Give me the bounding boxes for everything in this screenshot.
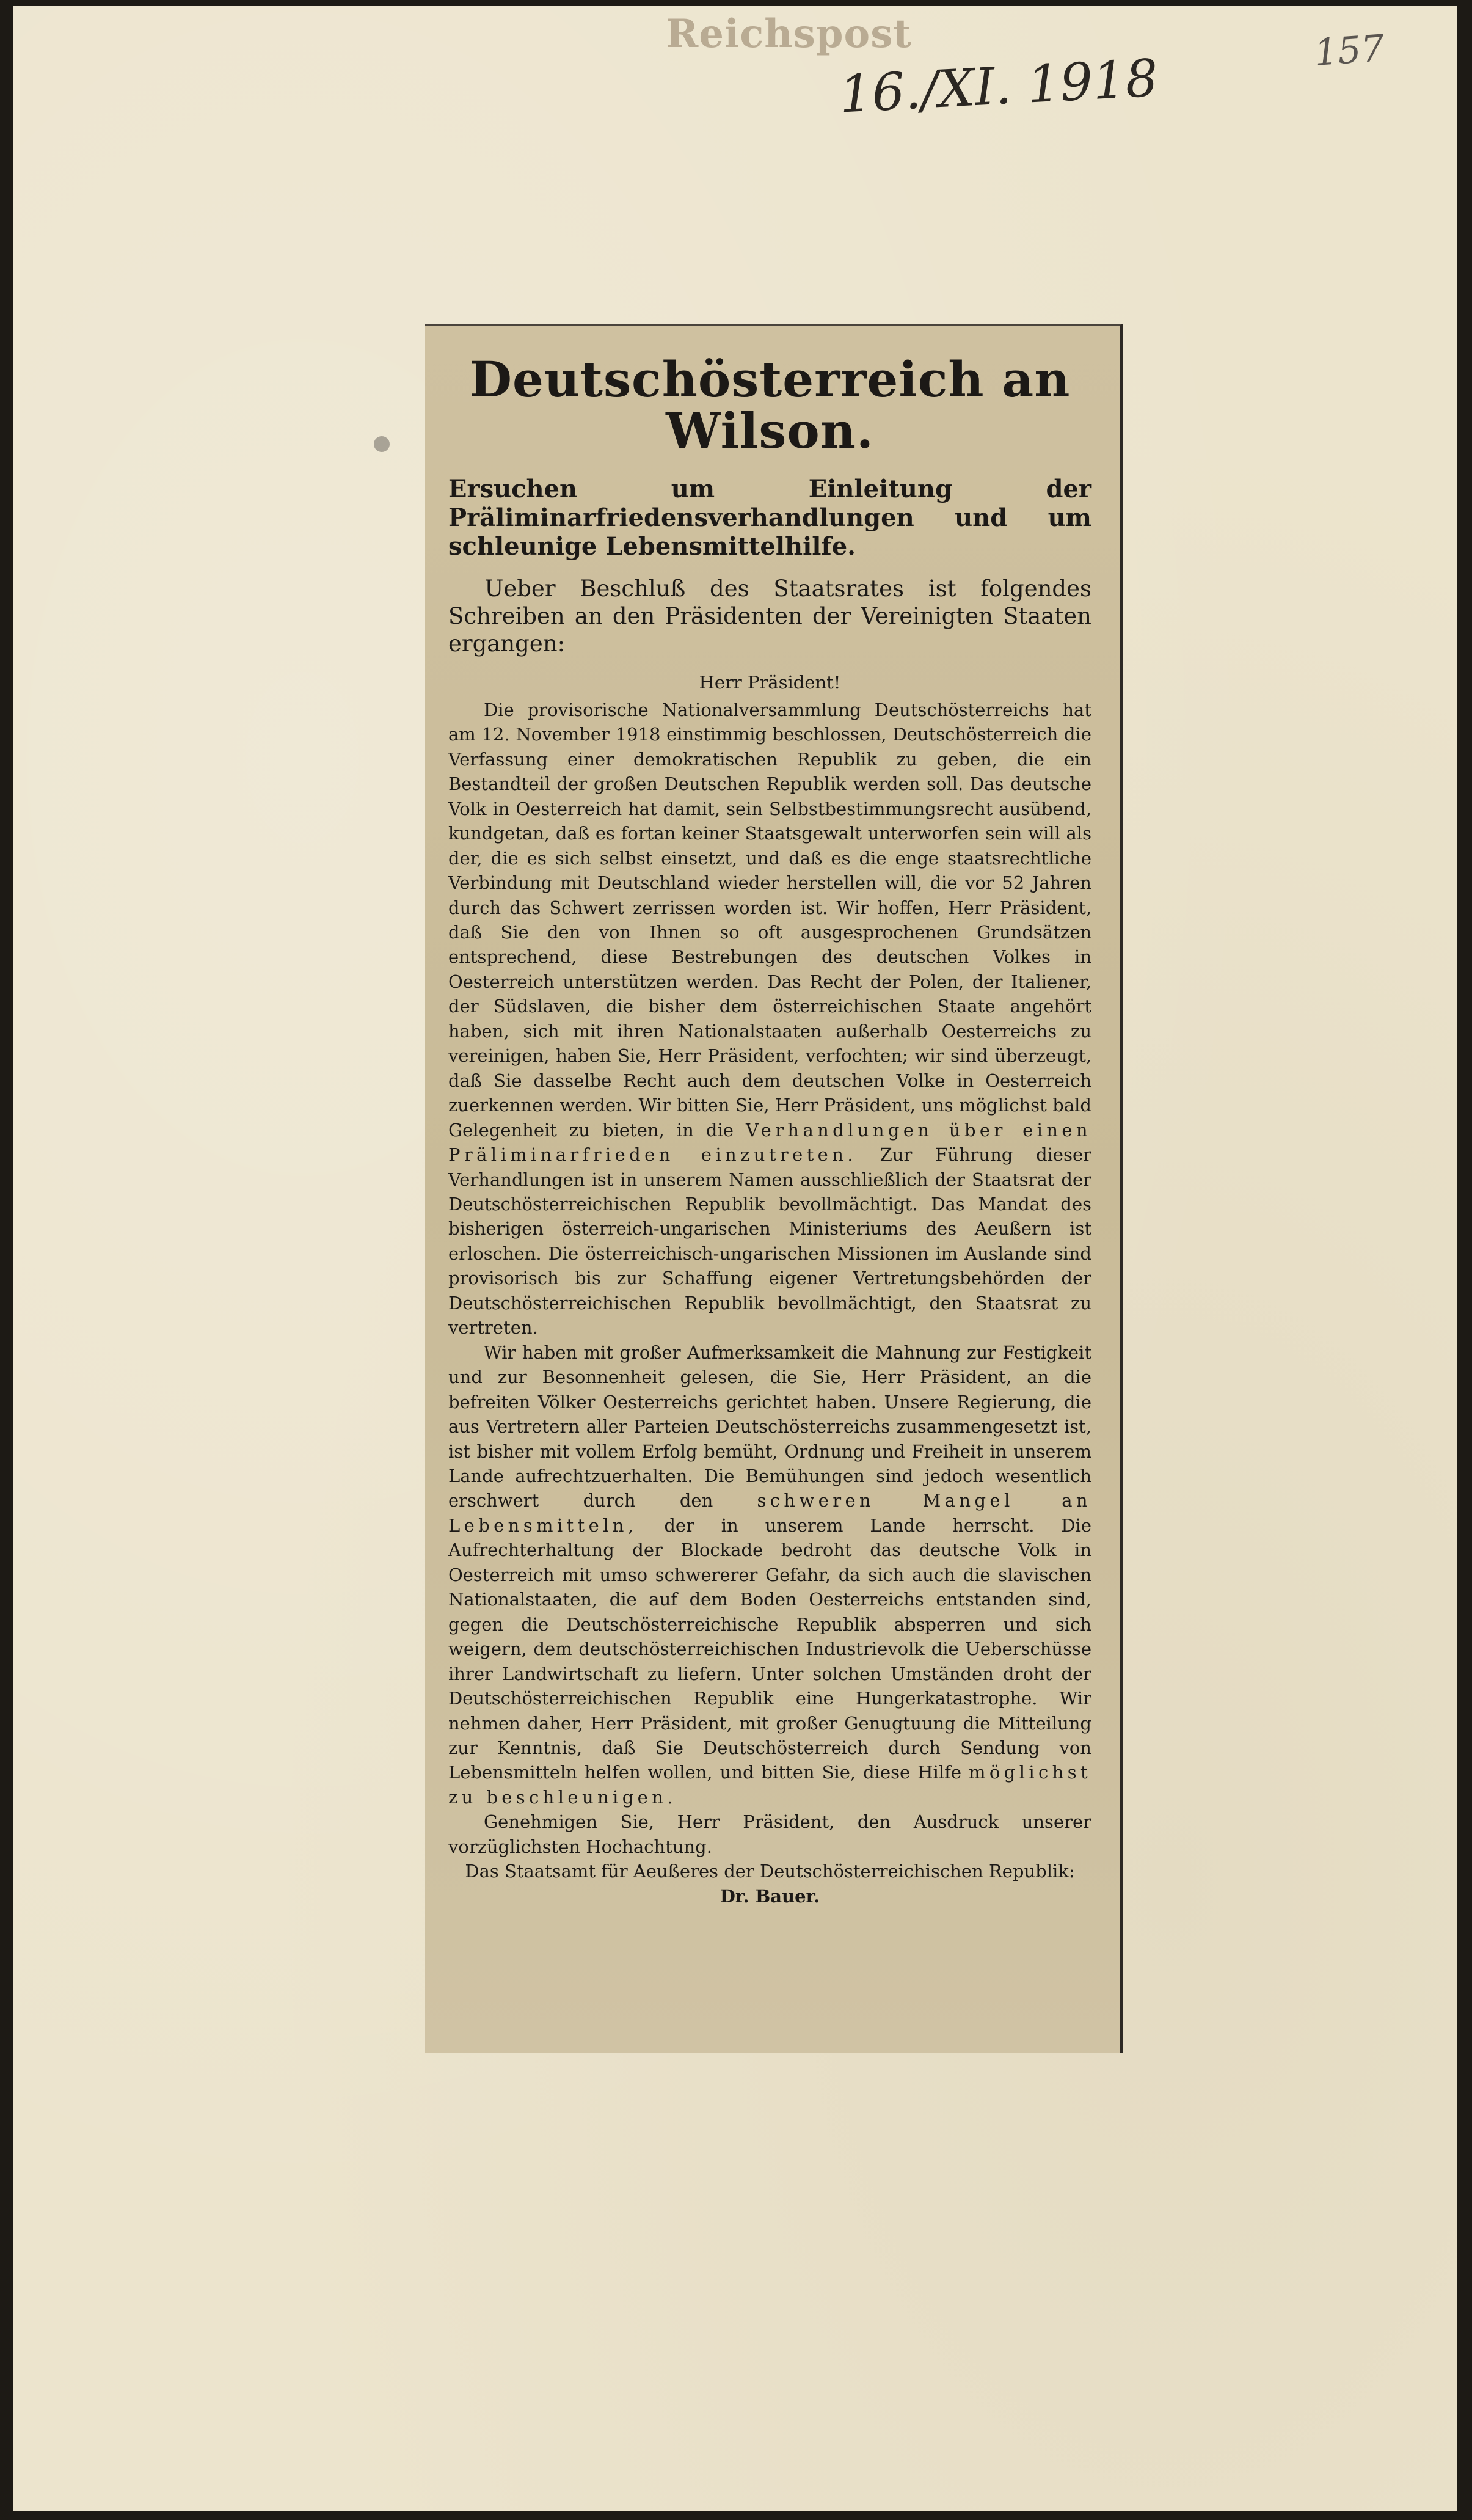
letter-signature: Dr. Bauer. xyxy=(720,1885,820,1907)
article-intro: Ueber Beschluß des Staatsrates ist folgendes Schreiben an den Präsidenten der Vereinigten Staaten ergangen: xyxy=(448,575,1091,657)
letter-paragraph-2 xyxy=(448,1340,1091,1810)
source-stamp: Reichspost xyxy=(666,11,912,57)
salutation: Herr Präsident! xyxy=(699,671,841,693)
pin-hole-icon xyxy=(374,436,390,452)
article-headline: Deutschösterreich an Wilson. xyxy=(469,351,1071,459)
paragraph-1-text-a: Die provisorische Nationalversammlung Deutschösterreichs hat am 12. November 1918 einstimmig beschlossen, Deutschösterreich die Verfassung einer demokratischen Republik zu geben, die ein Bestandteil der großen Deutschen Republik werden soll. Das deutsche Volk in Oesterreich hat damit, sein Selbstbestimmungsrecht ausübend, kundgetan, daß es fortan keiner Staatsgewalt unterworfen sein will als der, die es sich selbst einsetzt, und daß es die enge staatsrechtliche Verbindung mit Deutschland wieder herstellen will, die vor 52 Jahren durch das Schwert zerrissen worden ist. Wir hoffen, Herr Präsident, daß Sie den von Ihnen so oft ausgesprochenen Grundsätzen entsprechend, diese Bestrebungen des deutschen Volkes in Oesterreich unterstützen werden. Das Recht der Polen, der Italiener, der Südslaven, die bisher dem österreichischen Staate angehört haben, sich mit ihren Nationalstaaten außerhalb Oesterreichs zu vereinigen, haben Sie, Herr Präsident, verfochten; wir sind überzeugt, daß Sie dasselbe Recht auch dem deutschen Volke in Oesterreich zuerkennen werden. Wir bitten Sie, Herr Präsident, uns möglichst bald Gelegenheit zu bieten, in die xyxy=(448,699,1091,1141)
folio-number: 157 xyxy=(1313,27,1386,75)
article-subheadline: Ersuchen um Einleitung der Präliminarfriedensverhandlungen und um schleunige Lebensmittelhilfe. xyxy=(448,475,1091,561)
paragraph-1-emphasis: Verhandlungen über einen Präliminarfrieden einzutreten. xyxy=(448,1119,1091,1166)
handwritten-date: 16./XI. 1918 xyxy=(837,48,1160,125)
letter-sender: Das Staatsamt für Aeußeres der Deutschösterreichischen Republik: xyxy=(465,1861,1075,1882)
newspaper-clipping xyxy=(425,324,1123,2053)
paragraph-2-emphasis: schweren Mangel an Lebensmitteln, xyxy=(448,1490,1091,1536)
paragraph-1-text-b: Zur Führung dieser Verhandlungen ist in unserem Namen ausschließlich der Staatsrat der Deutschösterreichischen Republik bevollmächtigt. Das Mandat des bisherigen österreich-ungarischen Ministeriums des Aeußern ist erloschen. Die österreichisch-ungarischen Missionen im Auslande sind provisorisch bis zur Schaffung eigener Vertretungsbehörden der Deutschösterreichischen Republik bevollmächtigt, den Staatsrat zu vertreten. xyxy=(448,1144,1092,1339)
letter-paragraph-1 xyxy=(448,698,1091,1340)
paragraph-2-text-a: Wir haben mit großer Aufmerksamkeit die Mahnung zur Festigkeit und zur Besonnenheit gelesen, die Sie, Herr Präsident, an die befreiten Völker Oesterreichs gerichtet haben. Unsere Regierung, die aus Vertretern aller Parteien Deutschösterreichs zusammengesetzt ist, ist bisher mit vollem Erfolg bemüht, Ordnung und Freiheit in unserem Lande aufrechtzuerhalten. Die Bemühungen sind jedoch wesentlich erschwert durch den xyxy=(448,1342,1091,1511)
paragraph-2-text-b: der in unserem Lande herrscht. Die Aufrechterhaltung der Blockade bedroht das deutsche Volk in Oesterreich mit umso schwererer Gefahr, da sich auch die slavischen Nationalstaaten, die auf dem Boden Oesterreichs entstanden sind, gegen die Deutschösterreichische Republik absperren und sich weigern, dem deutschösterreichischen Industrievolk die Ueberschüsse ihrer Landwirtschaft zu liefern. Unter solchen Umständen droht der Deutschösterreichischen Republik eine Hungerkatastrophe. Wir nehmen daher, Herr Präsident, mit großer Genugtuung die Mitteilung zur Kenntnis, daß Sie Deutschösterreich durch Sendung von Lebensmitteln helfen wollen, und bitten Sie, diese Hilfe xyxy=(448,1514,1092,1783)
paragraph-2-emphasis-end: möglichst zu beschleunigen. xyxy=(448,1762,1091,1808)
letter-closing: Genehmigen Sie, Herr Präsident, den Ausdruck unserer vorzüglichsten Hochachtung. xyxy=(448,1811,1091,1857)
